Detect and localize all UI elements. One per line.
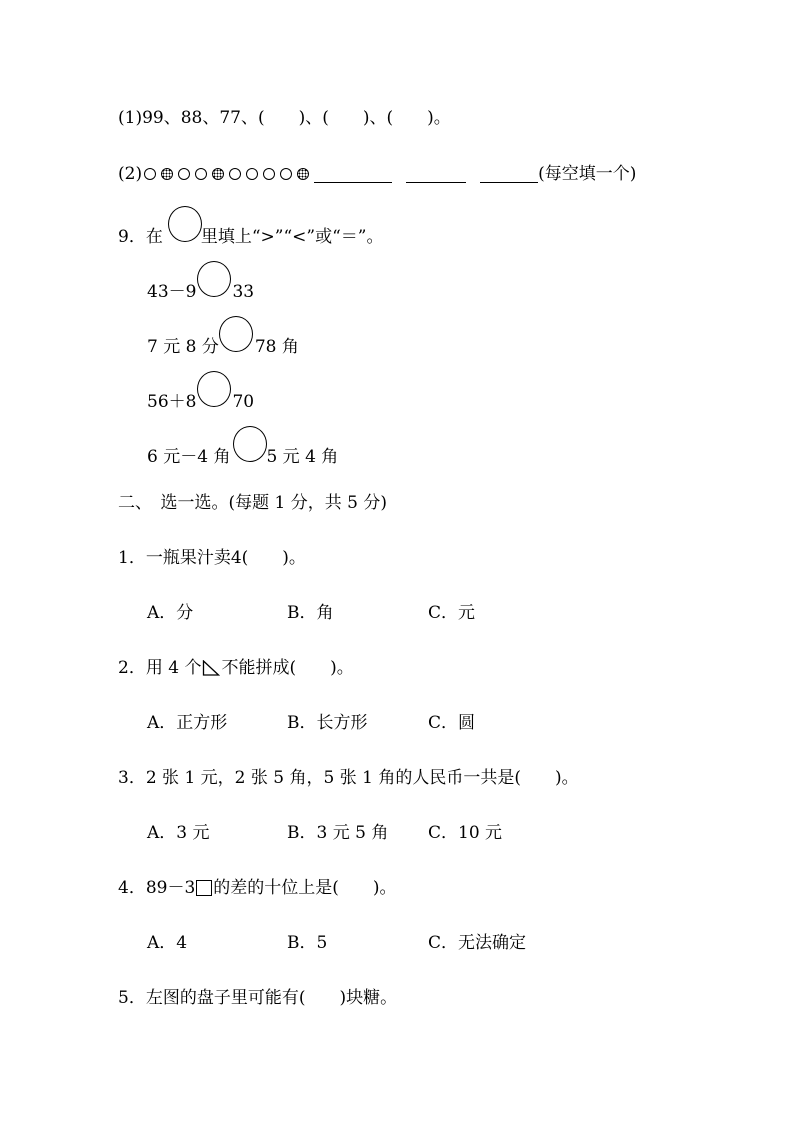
q8-pattern-line — [118, 164, 636, 184]
question-2-stem — [118, 658, 354, 678]
q9-item-2-answer-circle[interactable] — [219, 316, 253, 352]
section-2-title — [118, 493, 387, 513]
circle-icon — [229, 168, 241, 180]
question-3-stem — [118, 768, 579, 788]
question-1-text: 1．一瓶果汁卖4( )。 — [118, 548, 306, 568]
circle-icon — [246, 168, 258, 180]
question-3-option-a[interactable]: A．3 元 — [147, 823, 210, 843]
question-4-option-a[interactable]: A．4 — [147, 933, 188, 953]
question-2-text-after: 不能拼成( )。 — [221, 658, 354, 678]
q9-item-4-answer-circle[interactable] — [233, 426, 267, 462]
circle-icon — [263, 168, 275, 180]
q9-item-3-answer-circle[interactable] — [197, 371, 231, 407]
q9-text-before: 在 — [145, 227, 163, 247]
q8-sequence-line — [118, 108, 451, 128]
question-2-option-b[interactable]: B．长方形 — [287, 713, 368, 733]
q9-item-2-right: 78 角 — [254, 337, 299, 357]
q9-item-3-left: 56＋8 — [147, 392, 197, 412]
q9-heading — [118, 227, 383, 247]
q9-item-2-left: 7 元 8 分 — [147, 337, 219, 357]
question-4-text-after: 的差的十位上是( )。 — [213, 878, 397, 898]
question-4-option-b[interactable]: B．5 — [287, 933, 328, 953]
q9-number: 9． — [118, 227, 146, 247]
question-4-option-c[interactable]: C．无法确定 — [428, 933, 527, 953]
circle-icon — [144, 168, 156, 180]
q9-heading-circle-icon — [168, 206, 202, 242]
question-1-option-c[interactable]: C．元 — [428, 603, 476, 623]
circle-icon — [280, 168, 292, 180]
dot-pattern — [144, 168, 314, 180]
q9-item-1-answer-circle[interactable] — [197, 261, 231, 297]
question-1-stem — [118, 548, 306, 568]
answer-blank-2[interactable] — [406, 166, 466, 183]
question-5-text: 5．左图的盘子里可能有( )块糖。 — [118, 988, 398, 1008]
question-4-text-before: 4．89－3 — [118, 878, 196, 898]
q9-text-after: 里填上“>”“<”或“＝”。 — [200, 227, 384, 247]
circle-icon — [178, 168, 190, 180]
question-2-option-c[interactable]: C．圆 — [428, 713, 476, 733]
question-3-option-b[interactable]: B．3 元 5 角 — [287, 823, 389, 843]
dotted-circle-icon — [212, 168, 224, 180]
q8-pattern-prefix: (2) — [118, 164, 143, 184]
question-4-stem — [118, 878, 397, 898]
dotted-circle-icon — [161, 168, 173, 180]
q9-item-4-left: 6 元－4 角 — [147, 447, 231, 467]
question-2-option-a[interactable]: A．正方形 — [147, 713, 228, 733]
question-3-text: 3．2 张 1 元，2 张 5 角，5 张 1 角的人民币一共是( )。 — [118, 768, 579, 788]
q9-item-1-left: 43－9 — [147, 282, 197, 302]
circle-icon — [195, 168, 207, 180]
dotted-circle-icon — [297, 168, 309, 180]
q8-pattern-suffix: (每空填一个) — [538, 164, 637, 184]
answer-blank-3[interactable] — [480, 166, 538, 183]
q9-item-4-right: 5 元 4 角 — [266, 447, 339, 467]
q8-sequence-text: (1)99、88、77、( )、( )、( )。 — [118, 108, 451, 128]
answer-blank-1[interactable] — [314, 166, 392, 183]
question-3-option-c[interactable]: C．10 元 — [428, 823, 503, 843]
q9-item-1-right: 33 — [232, 282, 255, 302]
question-1-option-b[interactable]: B．角 — [287, 603, 334, 623]
right-triangle-icon — [202, 660, 220, 676]
q9-item-3-right: 70 — [232, 392, 255, 412]
square-blank-icon — [196, 880, 212, 896]
question-1-option-a[interactable]: A．分 — [147, 603, 194, 623]
question-5-stem — [118, 988, 397, 1008]
section-2-title-text: 二、 选一选。(每题 1 分，共 5 分) — [118, 493, 388, 513]
question-2-text-before: 2．用 4 个 — [118, 658, 202, 678]
